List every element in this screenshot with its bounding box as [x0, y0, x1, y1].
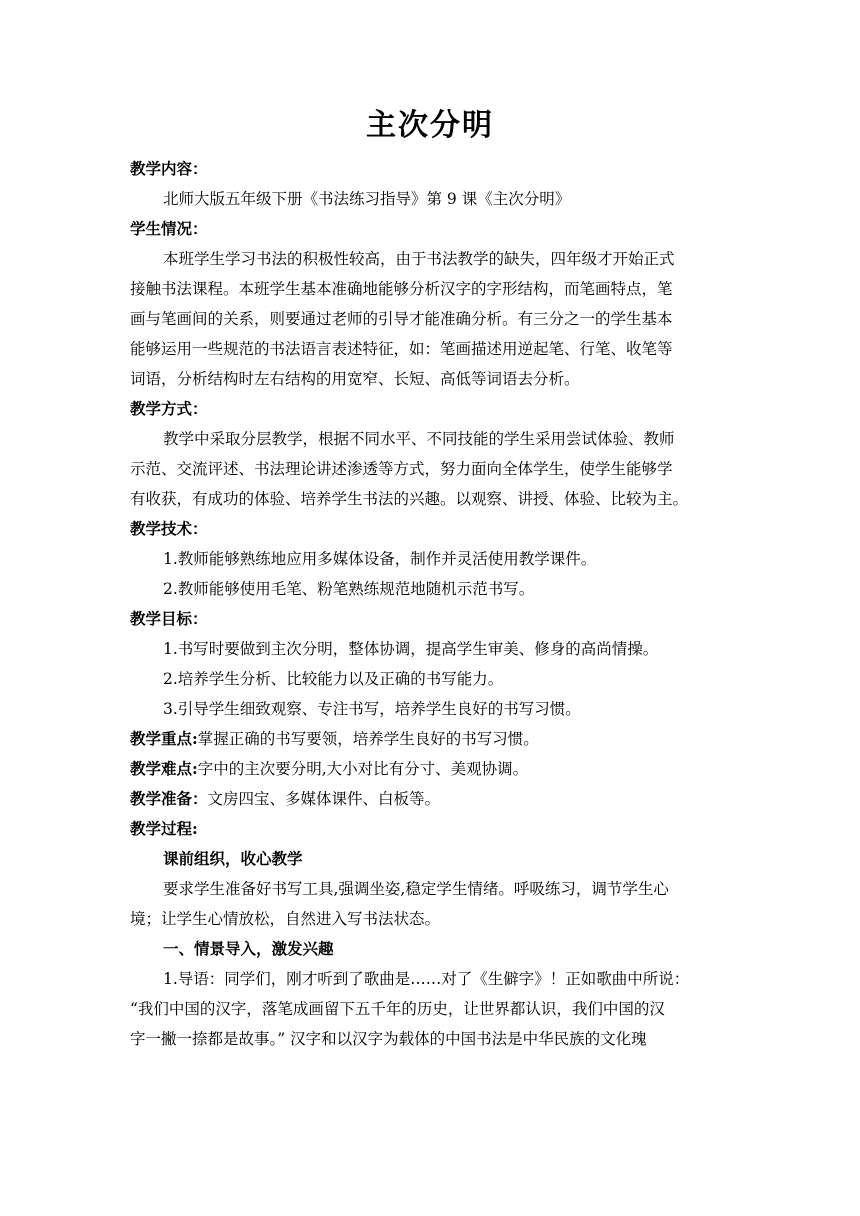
section-heading-content: 教学内容：	[130, 159, 208, 178]
students-line: 画与笔画间的关系，则要通过老师的引导才能准确分析。有三分之一的学生基本	[130, 310, 673, 328]
preparation-label: 教学准备：	[130, 789, 208, 808]
part-one-line: 1.导语：同学们，刚才听到了歌曲是……对了《生僻字》！正如歌曲中所说：	[163, 970, 690, 988]
content-text: 北师大版五年级下册《书法练习指导》第 9 课《主次分明》	[163, 190, 571, 208]
students-paragraph	[130, 244, 730, 394]
page-title: 主次分明	[366, 108, 494, 143]
method-paragraph	[130, 424, 730, 514]
technology-item: 2.教师能够使用毛笔、粉笔熟练规范地随机示范书写。	[163, 580, 535, 598]
pre-class-line: 境；让学生心情放松，自然进入写书法状态。	[130, 910, 441, 928]
difficulties-row	[130, 754, 730, 784]
goal-item: 1.书写时要做到主次分明，整体协调，提高学生审美、修身的高尚情操。	[163, 640, 659, 658]
difficulties-text: 字中的主次要分明,大小对比有分寸、美观协调。	[197, 760, 529, 778]
preparation-text: 文房四宝、多媒体课件、白板等。	[207, 790, 441, 808]
document-page	[130, 104, 730, 1054]
students-line: 词语，分析结构时左右结构的用宽窄、长短、高低等词语去分析。	[130, 370, 580, 388]
key-points-text: 掌握正确的书写要领，培养学生良好的书写习惯。	[197, 730, 539, 748]
section-heading-goals: 教学目标：	[130, 609, 208, 628]
section-heading-technology: 教学技术：	[130, 519, 208, 538]
goal-item: 2.培养学生分析、比较能力以及正确的书写能力。	[163, 670, 504, 688]
students-line: 本班学生学习书法的积极性较高，由于书法教学的缺失，四年级才开始正式	[163, 250, 675, 268]
technology-item: 1.教师能够熟练地应用多媒体设备，制作并灵活使用教学课件。	[163, 550, 597, 568]
section-heading-students: 学生情况：	[130, 219, 208, 238]
section-heading-process: 教学过程:	[130, 819, 198, 838]
process-subheading-pre-class: 课前组织，收心教学	[163, 849, 303, 868]
difficulties-label: 教学难点:	[130, 759, 198, 778]
students-line: 接触书法课程。本班学生基本准确地能够分析汉字的字形结构，而笔画特点，笔	[130, 280, 673, 298]
goal-item: 3.引导学生细致观察、专注书写，培养学生良好的书写习惯。	[163, 700, 581, 718]
method-line: 有收获，有成功的体验、培养学生书法的兴趣。以观察、讲授、体验、比较为主。	[130, 490, 689, 508]
section-heading-method: 教学方式：	[130, 399, 208, 418]
method-line: 教学中采取分层教学，根据不同水平、不同技能的学生采用尝试体验、教师	[163, 430, 675, 448]
part-one-line: 字一撇一捺都是故事。” 汉字和以汉字为载体的中国书法是中华民族的文化瑰	[130, 1030, 647, 1048]
process-subheading-part-one: 一、情景导入，激发兴趣	[163, 939, 334, 958]
pre-class-line: 要求学生准备好书写工具,强调坐姿,稳定学生情绪。呼吸练习，调节学生心	[163, 880, 669, 898]
key-points-label: 教学重点:	[130, 729, 198, 748]
part-one-line: “我们中国的汉字，落笔成画留下五千年的历史，让世界都认识，我们中国的汉	[130, 1000, 665, 1018]
pre-class-paragraph	[130, 874, 730, 934]
students-line: 能够运用一些规范的书法语言表述特征，如：笔画描述用逆起笔、行笔、收笔等	[130, 340, 673, 358]
part-one-paragraph	[130, 964, 730, 1054]
key-points-row	[130, 724, 730, 754]
method-line: 示范、交流评述、书法理论讲述渗透等方式，努力面向全体学生，使学生能够学	[130, 460, 673, 478]
preparation-row	[130, 784, 730, 814]
